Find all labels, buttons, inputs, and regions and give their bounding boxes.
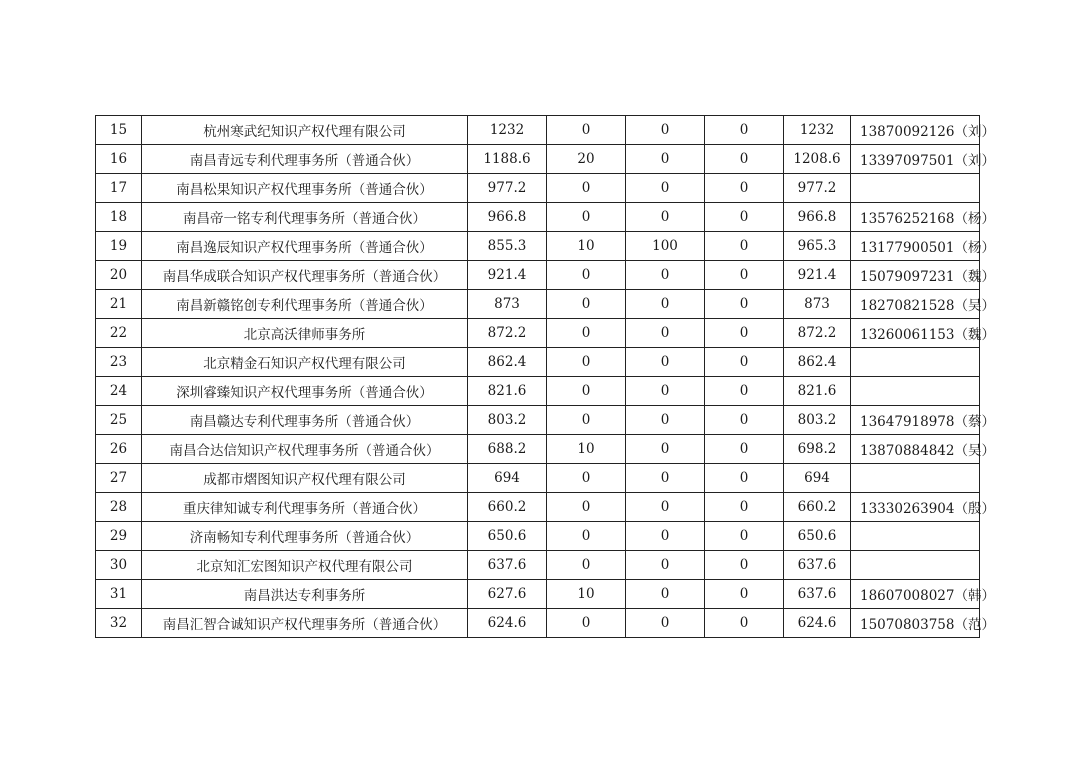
row-index-cell: 29 <box>96 522 142 551</box>
score-cell-2: 10 <box>547 232 626 261</box>
row-index-cell: 25 <box>96 406 142 435</box>
score-cell-3: 0 <box>626 348 705 377</box>
score-cell-3: 0 <box>626 319 705 348</box>
score-cell-1: 694 <box>468 464 547 493</box>
contact-cell: 13647918978（蔡） <box>851 406 980 435</box>
score-cell-4: 0 <box>705 609 784 638</box>
agency-name-cell: 重庆律知诚专利代理事务所（普通合伙） <box>142 493 468 522</box>
agency-name-cell: 南昌新赣铭创专利代理事务所（普通合伙） <box>142 290 468 319</box>
row-index-cell: 22 <box>96 319 142 348</box>
score-cell-2: 0 <box>547 464 626 493</box>
contact-cell: 13330263904（殷） <box>851 493 980 522</box>
score-cell-3: 0 <box>626 174 705 203</box>
total-score-cell: 862.4 <box>784 348 851 377</box>
row-index-cell: 24 <box>96 377 142 406</box>
contact-cell <box>851 464 980 493</box>
table-row <box>96 551 980 580</box>
score-cell-2: 0 <box>547 522 626 551</box>
score-cell-3: 0 <box>626 203 705 232</box>
score-cell-1: 821.6 <box>468 377 547 406</box>
table-row <box>96 348 980 377</box>
row-index-cell: 26 <box>96 435 142 464</box>
row-index-cell: 27 <box>96 464 142 493</box>
score-cell-2: 0 <box>547 174 626 203</box>
score-cell-4: 0 <box>705 174 784 203</box>
agency-name-cell: 成都市熠图知识产权代理有限公司 <box>142 464 468 493</box>
score-cell-1: 1232 <box>468 116 547 145</box>
table-row <box>96 174 980 203</box>
contact-cell: 13260061153（魏） <box>851 319 980 348</box>
score-cell-2: 0 <box>547 203 626 232</box>
contact-cell <box>851 377 980 406</box>
contact-cell: 13397097501（刘） <box>851 145 980 174</box>
score-cell-4: 0 <box>705 522 784 551</box>
row-index-cell: 30 <box>96 551 142 580</box>
score-cell-2: 10 <box>547 435 626 464</box>
score-cell-2: 0 <box>547 319 626 348</box>
agency-name-cell: 深圳睿臻知识产权代理事务所（普通合伙） <box>142 377 468 406</box>
agency-name-cell: 南昌松果知识产权代理事务所（普通合伙） <box>142 174 468 203</box>
agency-name-cell: 北京知汇宏图知识产权代理有限公司 <box>142 551 468 580</box>
total-score-cell: 872.2 <box>784 319 851 348</box>
score-cell-2: 0 <box>547 493 626 522</box>
agency-name-cell: 南昌逸辰知识产权代理事务所（普通合伙） <box>142 232 468 261</box>
total-score-cell: 637.6 <box>784 551 851 580</box>
score-cell-3: 0 <box>626 435 705 464</box>
total-score-cell: 977.2 <box>784 174 851 203</box>
score-cell-3: 0 <box>626 145 705 174</box>
total-score-cell: 660.2 <box>784 493 851 522</box>
score-cell-1: 966.8 <box>468 203 547 232</box>
table-row <box>96 406 980 435</box>
contact-cell: 18270821528（吴） <box>851 290 980 319</box>
total-score-cell: 921.4 <box>784 261 851 290</box>
total-score-cell: 694 <box>784 464 851 493</box>
score-cell-3: 0 <box>626 522 705 551</box>
score-cell-4: 0 <box>705 435 784 464</box>
score-cell-4: 0 <box>705 261 784 290</box>
score-cell-4: 0 <box>705 406 784 435</box>
score-cell-2: 0 <box>547 348 626 377</box>
score-cell-4: 0 <box>705 290 784 319</box>
score-cell-3: 0 <box>626 406 705 435</box>
score-cell-2: 0 <box>547 551 626 580</box>
table-row <box>96 232 980 261</box>
score-cell-2: 0 <box>547 290 626 319</box>
score-cell-4: 0 <box>705 203 784 232</box>
contact-cell: 13576252168（杨） <box>851 203 980 232</box>
table-row <box>96 464 980 493</box>
score-cell-3: 0 <box>626 290 705 319</box>
agency-name-cell: 杭州寒武纪知识产权代理有限公司 <box>142 116 468 145</box>
total-score-cell: 1208.6 <box>784 145 851 174</box>
score-cell-3: 100 <box>626 232 705 261</box>
agency-name-cell: 南昌赣达专利代理事务所（普通合伙） <box>142 406 468 435</box>
score-cell-1: 660.2 <box>468 493 547 522</box>
total-score-cell: 965.3 <box>784 232 851 261</box>
score-cell-1: 872.2 <box>468 319 547 348</box>
score-cell-4: 0 <box>705 116 784 145</box>
score-cell-1: 624.6 <box>468 609 547 638</box>
score-cell-2: 20 <box>547 145 626 174</box>
score-cell-3: 0 <box>626 116 705 145</box>
contact-cell: 18607008027（韩） <box>851 580 980 609</box>
agency-name-cell: 济南畅知专利代理事务所（普通合伙） <box>142 522 468 551</box>
table-row <box>96 522 980 551</box>
score-cell-1: 650.6 <box>468 522 547 551</box>
row-index-cell: 32 <box>96 609 142 638</box>
score-cell-2: 0 <box>547 406 626 435</box>
contact-cell: 15079097231（魏） <box>851 261 980 290</box>
table-row <box>96 609 980 638</box>
score-cell-1: 1188.6 <box>468 145 547 174</box>
score-cell-2: 0 <box>547 377 626 406</box>
row-index-cell: 31 <box>96 580 142 609</box>
row-index-cell: 15 <box>96 116 142 145</box>
score-cell-3: 0 <box>626 580 705 609</box>
agency-name-cell: 南昌青远专利代理事务所（普通合伙） <box>142 145 468 174</box>
total-score-cell: 803.2 <box>784 406 851 435</box>
row-index-cell: 16 <box>96 145 142 174</box>
total-score-cell: 624.6 <box>784 609 851 638</box>
row-index-cell: 23 <box>96 348 142 377</box>
score-cell-4: 0 <box>705 493 784 522</box>
row-index-cell: 19 <box>96 232 142 261</box>
score-cell-3: 0 <box>626 609 705 638</box>
score-cell-1: 862.4 <box>468 348 547 377</box>
score-cell-1: 977.2 <box>468 174 547 203</box>
score-cell-2: 0 <box>547 609 626 638</box>
agency-name-cell: 南昌华成联合知识产权代理事务所（普通合伙） <box>142 261 468 290</box>
score-cell-3: 0 <box>626 261 705 290</box>
score-cell-4: 0 <box>705 464 784 493</box>
contact-cell <box>851 551 980 580</box>
score-cell-3: 0 <box>626 377 705 406</box>
contact-cell <box>851 522 980 551</box>
row-index-cell: 21 <box>96 290 142 319</box>
agency-name-cell: 北京高沃律师事务所 <box>142 319 468 348</box>
total-score-cell: 650.6 <box>784 522 851 551</box>
row-index-cell: 17 <box>96 174 142 203</box>
score-cell-2: 10 <box>547 580 626 609</box>
score-cell-2: 0 <box>547 116 626 145</box>
score-cell-4: 0 <box>705 551 784 580</box>
score-cell-1: 803.2 <box>468 406 547 435</box>
score-cell-4: 0 <box>705 232 784 261</box>
score-cell-1: 921.4 <box>468 261 547 290</box>
score-cell-4: 0 <box>705 377 784 406</box>
agency-name-cell: 南昌洪达专利事务所 <box>142 580 468 609</box>
table-body <box>96 116 995 638</box>
agency-name-cell: 北京精金石知识产权代理有限公司 <box>142 348 468 377</box>
table-row <box>96 580 980 609</box>
contact-cell <box>851 348 980 377</box>
table-row <box>96 203 980 232</box>
score-cell-4: 0 <box>705 580 784 609</box>
total-score-cell: 1232 <box>784 116 851 145</box>
table-row <box>96 145 980 174</box>
total-score-cell: 698.2 <box>784 435 851 464</box>
score-cell-3: 0 <box>626 464 705 493</box>
score-cell-4: 0 <box>705 145 784 174</box>
contact-cell: 15070803758（范） <box>851 609 980 638</box>
score-cell-1: 637.6 <box>468 551 547 580</box>
contact-cell <box>851 174 980 203</box>
agency-name-cell: 南昌合达信知识产权代理事务所（普通合伙） <box>142 435 468 464</box>
agency-name-cell: 南昌帝一铭专利代理事务所（普通合伙） <box>142 203 468 232</box>
total-score-cell: 966.8 <box>784 203 851 232</box>
total-score-cell: 637.6 <box>784 580 851 609</box>
total-score-cell: 873 <box>784 290 851 319</box>
agency-score-table <box>95 115 995 638</box>
score-cell-1: 688.2 <box>468 435 547 464</box>
contact-cell: 13870884842（吴） <box>851 435 980 464</box>
score-cell-2: 0 <box>547 261 626 290</box>
total-score-cell: 821.6 <box>784 377 851 406</box>
score-cell-1: 627.6 <box>468 580 547 609</box>
table-row <box>96 290 980 319</box>
score-cell-1: 873 <box>468 290 547 319</box>
contact-cell: 13177900501（杨） <box>851 232 980 261</box>
table-row <box>96 319 980 348</box>
table-row <box>96 261 980 290</box>
score-cell-3: 0 <box>626 493 705 522</box>
score-cell-4: 0 <box>705 319 784 348</box>
table-row <box>96 435 980 464</box>
agency-name-cell: 南昌汇智合诚知识产权代理事务所（普通合伙） <box>142 609 468 638</box>
row-index-cell: 20 <box>96 261 142 290</box>
table-row <box>96 116 980 145</box>
score-cell-1: 855.3 <box>468 232 547 261</box>
table-row <box>96 377 980 406</box>
score-cell-4: 0 <box>705 348 784 377</box>
row-index-cell: 18 <box>96 203 142 232</box>
score-cell-3: 0 <box>626 551 705 580</box>
contact-cell: 13870092126（刘） <box>851 116 980 145</box>
table-row <box>96 493 980 522</box>
row-index-cell: 28 <box>96 493 142 522</box>
